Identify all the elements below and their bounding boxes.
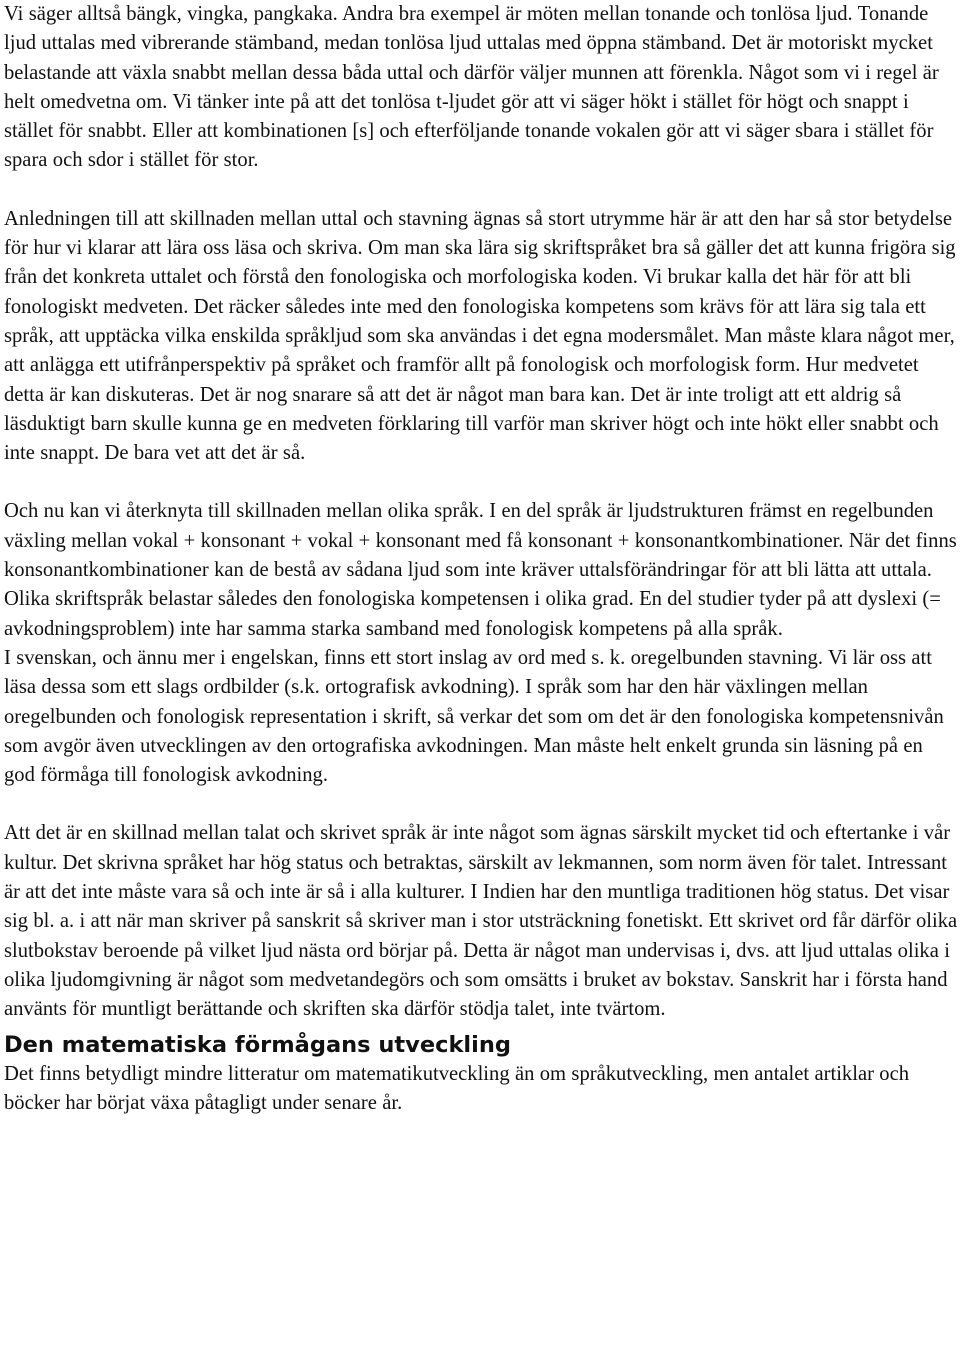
paragraph-gap bbox=[4, 468, 958, 497]
paragraph-gap bbox=[4, 176, 958, 205]
paragraph-language-differences: Och nu kan vi återknyta till skillnaden mellan olika språk. I en del språk är ljudstrukturen främst en regelbunden växling mellan vokal + konsonant + vokal + konsonant med få konsonant + konsonantkombinationer. När det finns konsonantkombinationer kan de bestå av sådana ljud som inte kräver uttalsförändringar för att bli lätta att uttala. Olika skriftspråk belastar således den fonologiska kompetensen i olika grad. En del studier tyder på att dyslexi (= avkodningsproblem) inte har samma starka samband med fonologisk kompetens på alla språk. bbox=[4, 500, 957, 640]
section-heading: Den matematiska förmågans utveckling bbox=[4, 1031, 511, 1058]
document-page bbox=[4, 0, 958, 1118]
paragraph-spoken-vs-written: Att det är en skillnad mellan talat och skrivet språk är inte något som ägnas särskilt mycket tid och eftertanke i vår kultur. Det skrivna språket har hög status och betraktas, särskilt av lekmannen, som norm även för talet. Intressant är att det inte måste vara så och inte är så i alla kulturer. I Indien har den muntliga traditionen hög status. Det visar sig bl. a. i att när man skriver på sanskrit så skriver man i stor utsträckning fonetiskt. Ett skrivet ord får därför olika slutbokstav beroende på vilket ljud nästa ord börjar på. Detta är något man undervisas i, dvs. att ljud uttalas olika i olika ljudomgivning är något som medvetandegörs och som omsätts i bruket av bokstav. Sanskrit har i första hand använts för muntligt berättande och skriften ska därför stödja talet, inte tvärtom. bbox=[4, 822, 958, 1021]
paragraph-swedish-english-spelling: I svenskan, och ännu mer i engelskan, finns ett stort inslag av ord med s. k. oregelbunden stavning. Vi lär oss att läsa dessa som ett slags ordbilder (s.k. ortografisk avkodning). I språk som har den här växlingen mellan oregelbunden och fonologisk representation i skrift, så verkar det som om det är den fonologiska kompetensnivån som avgör även utvecklingen av den ortografiska avkodningen. Man måste helt enkelt grunda sin läsning på en god förmåga till fonologisk avkodning. bbox=[4, 646, 944, 787]
paragraph-spelling-vs-pronunciation: Anledningen till att skillnaden mellan uttal och stavning ägnas så stort utrymme här är att den har så stor betydelse för hur vi klarar att lära oss läsa och skriva. Om man ska lära sig skriftspråket bra så gäller det att kunna frigöra sig från det konkreta uttalet och förstå den fonologiska och morfologiska koden. Vi brukar kalla det här för att bli fonologiskt medveten. Det räcker således inte med den fonologiska kompetens som krävs för att lära sig tala ett språk, att upptäcka vilka enskilda språkljud som ska användas i det egna modersmålet. Man måste klara något mer, att anlägga ett utifrånperspektiv på språket och framför allt på fonologisk och morfologisk form. Hur medvetet detta är kan diskuteras. Det är nog snarare så att det är något man bara kan. Det är inte troligt att ett aldrig så läsduktigt barn skulle kunna ge en medveten förklaring till varför man skriver högt och inte hökt eller snabbt och inte snappt. De bara vet att det är så. bbox=[4, 207, 956, 465]
paragraph-pronunciation-examples: Vi säger alltså bängk, vingka, pangkaka. Andra bra exempel är möten mellan tonande och tonlösa ljud. Tonande ljud uttalas med vibrerande stämband, medan tonlösa ljud uttalas med öppna stämband. Det är motoriskt mycket belastande att växla snabbt mellan dessa båda uttal och därför väljer munnen att förenkla. Något som vi i regel är helt omedvetna om. Vi tänker inte på att det tonlösa t-ljudet gör att vi säger hökt i stället för högt och snappt i stället för snabbt. Eller att kombinationen [s] och efterföljande tonande vokalen gör att vi säger sbara i stället för spara och sdor i stället för stor. bbox=[4, 3, 939, 172]
paragraph-math-development: Det finns betydligt mindre litteratur om matematikutveckling än om språkutveckling, men antalet artiklar och böcker har börjat växa påtagligt under senare år. bbox=[4, 1062, 910, 1114]
paragraph-gap bbox=[4, 790, 958, 819]
